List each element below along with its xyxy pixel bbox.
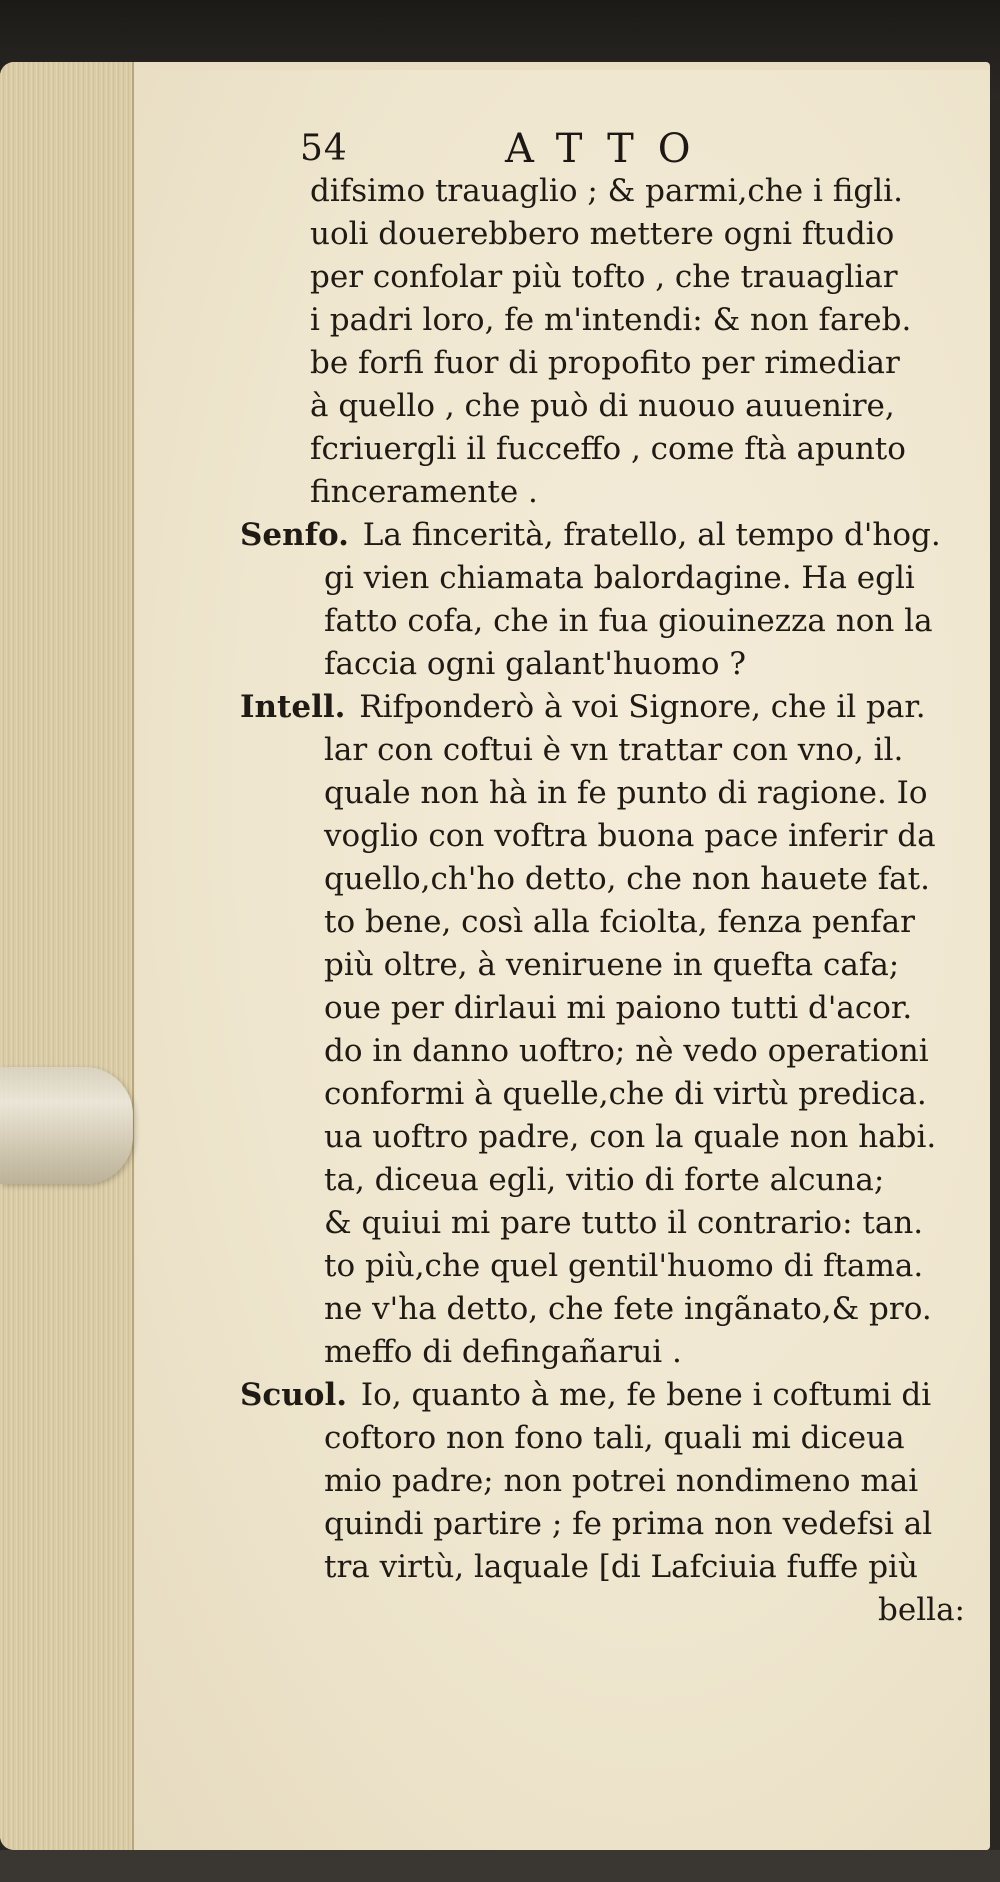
text-line: finceramente . [310, 474, 538, 510]
speech-block [240, 514, 985, 686]
body-text [240, 170, 985, 1632]
text-line [240, 686, 985, 729]
text-line: per confolar più tofto , che trauagliar [310, 259, 898, 295]
speaker-name: Intell. [240, 689, 346, 725]
speech-block [240, 1374, 985, 1589]
speaker-name: Scuol. [240, 1377, 348, 1413]
page-number: 54 [300, 128, 348, 169]
speech-block [240, 170, 985, 514]
text-line: tra virtù, laquale [di Lafciuia fuffe più [324, 1549, 918, 1585]
text-line: do in danno uoftro; nè vedo operationi [324, 1033, 929, 1069]
page-edges [0, 62, 134, 1850]
background-bottom [0, 1850, 1000, 1882]
text-line: i padri loro, fe m'intendi: & non fareb. [310, 302, 912, 338]
text-line: mio padre; non potrei nondimeno mai [324, 1463, 919, 1499]
page-header [300, 128, 800, 172]
text-line-content: Io, quanto à me, fe bene i coftumi di [360, 1377, 932, 1413]
text-line: to più,che quel gentil'huomo di ftama. [324, 1248, 924, 1284]
text-line [240, 1374, 985, 1417]
text-line: voglio con voftra buona pace inferir da [324, 818, 936, 854]
text-line: uoli douerebbero mettere ogni ftudio [310, 216, 895, 252]
text-line: à quello , che può di nuouo auuenire, [310, 388, 895, 424]
speech-block [240, 686, 985, 1374]
text-line: gi vien chiamata balordagine. Ha egli [324, 560, 915, 596]
page-clip [0, 1067, 133, 1184]
text-line: conformi à quelle,che di virtù predica. [324, 1076, 927, 1112]
text-line: to bene, così alla fciolta, fenza penfar [324, 904, 915, 940]
text-line [240, 514, 985, 557]
text-line-content: Rifponderò à voi Signore, che il par. [359, 689, 926, 725]
text-line: ne v'ha detto, che fete ingãnato,& pro. [324, 1291, 932, 1327]
text-line: ta, diceua egli, vitio di forte alcuna; [324, 1162, 885, 1198]
text-line: & quiui mi pare tutto il contrario: tan. [324, 1205, 924, 1241]
text-line: quale non hà in fe punto di ragione. Io [324, 775, 928, 811]
text-line: quindi partire ; fe prima non vedefsi al [324, 1506, 933, 1542]
text-line: coftoro non fono tali, quali mi diceua [324, 1420, 905, 1456]
speaker-name: Senfo. [240, 517, 349, 553]
text-line: quello,ch'ho detto, che non hauete fat. [324, 861, 930, 897]
text-line: fatto cofa, che in fua giouinezza non la [324, 603, 933, 639]
catchword: bella: [878, 1592, 965, 1628]
text-line: lar con coftui è vn trattar con vno, il. [324, 732, 904, 768]
text-line: fcriuergli il fucceffo , come ftà apunto [310, 431, 906, 467]
text-line-content: La fincerità, fratello, al tempo d'hog. [362, 517, 941, 553]
text-line: faccia ogni galant'huomo ? [324, 646, 746, 682]
text-line: be forfi fuor di propofito per rimediar [310, 345, 900, 381]
running-head: ATTO [505, 126, 715, 172]
text-line: ua uoftro padre, con la quale non habi. [324, 1119, 937, 1155]
text-line: oue per dirlaui mi paiono tutti d'acor. [324, 990, 913, 1026]
text-line: meffo di defingañarui . [324, 1334, 682, 1370]
text-line: difsimo trauaglio ; & parmi,che i figli. [310, 173, 903, 209]
text-line: più oltre, à veniruene in quefta cafa; [324, 947, 900, 983]
